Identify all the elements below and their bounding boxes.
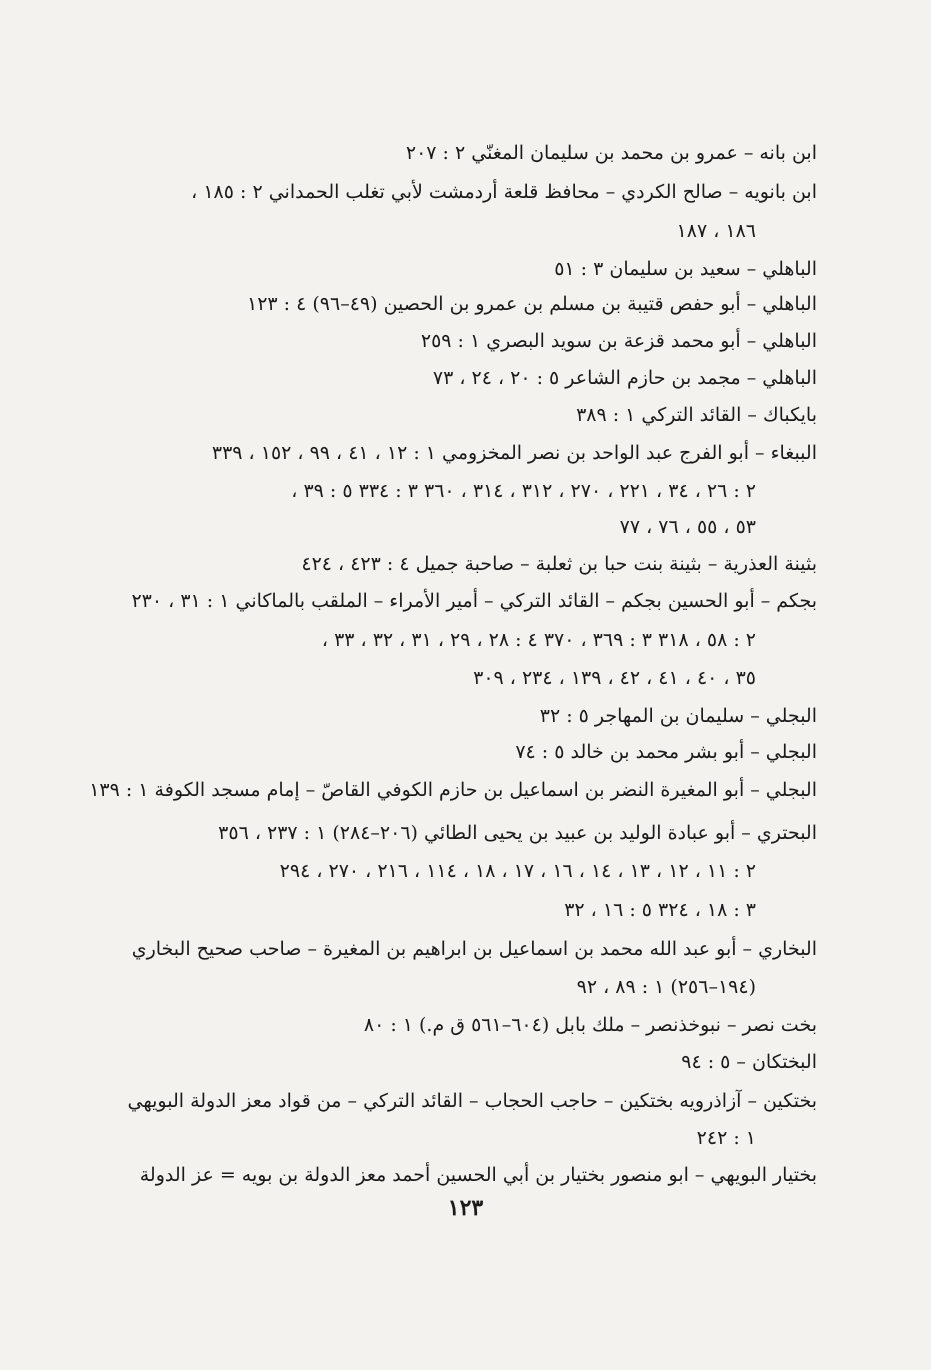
index-line: البجلي – سليمان بن المهاجر ٥ : ٣٢: [539, 705, 817, 727]
index-line: بجكم – أبو الحسين بجكم – القائد التركي – أمير الأمراء – الملقب بالماكاني ١ : ٣١ ، ٢٣٠: [131, 590, 817, 612]
index-line: (١٩٤–٢٥٦) ١ : ٨٩ ، ٩٢: [576, 976, 756, 998]
index-line: ٢ : ١١ ، ١٢ ، ١٣ ، ١٤ ، ١٦ ، ١٧ ، ١٨ ، ١١٤ ، ٢١٦ ، ٢٧٠ ، ٢٩٤: [279, 860, 756, 882]
index-line: بختيار البويهي – ابو منصور بختيار بن أبي الحسين أحمد معز الدولة بن بويه = عز الدولة: [139, 1164, 817, 1186]
index-line: البحتري – أبو عبادة الوليد بن عبيد بن يحيى الطائي (٢٠٦–٢٨٤) ١ : ٢٣٧ ، ٣٥٦: [218, 822, 817, 844]
index-line: ٥٣ ، ٥٥ ، ٧٦ ، ٧٧: [619, 516, 756, 538]
index-line: ٣ : ١٨ ، ٣٢٤ ٥ : ١٦ ، ٣٢: [564, 899, 756, 921]
index-line: بثينة العذرية – بثينة بنت حبا بن ثعلبة – صاحبة جميل ٤ : ٤٢٣ ، ٤٢٤: [301, 553, 817, 575]
index-line: الباهلي – أبو محمد قزعة بن سويد البصري ١ : ٢٥٩: [420, 330, 817, 352]
index-line: ابن بانويه – صالح الكردي – محافظ قلعة أردمشت لأبي تغلب الحمداني ٢ : ١٨٥ ،: [191, 181, 817, 203]
index-line: الباهلي – أبو حفص قتيبة بن مسلم بن عمرو بن الحصين (٤٩–٩٦) ٤ : ١٢٣: [247, 293, 817, 315]
index-line: البختكان – ٥ : ٩٤: [681, 1051, 817, 1073]
index-line: ٢ : ٢٦ ، ٣٤ ، ٢٢١ ، ٢٧٠ ، ٣١٢ ، ٣١٤ ، ٣٦٠ ٣ : ٣٣٤ ٥ : ٣٩ ،: [291, 480, 756, 502]
index-line: ١ : ٢٤٢: [696, 1127, 756, 1149]
index-line: الببغاء – أبو الفرج عبد الواحد بن نصر المخزومي ١ : ١٢ ، ٤١ ، ٩٩ ، ١٥٢ ، ٣٣٩: [211, 442, 817, 464]
index-line: البجلي – أبو بشر محمد بن خالد ٥ : ٧٤: [515, 741, 817, 763]
index-line: ٣٥ ، ٤٠ ، ٤١ ، ٤٢ ، ١٣٩ ، ٢٣٤ ، ٣٠٩: [473, 667, 756, 689]
index-line: بايكباك – القائد التركي ١ : ٣٨٩: [576, 404, 817, 426]
index-line: بخت نصر – نبوخذنصر – ملك بابل (٦٠٤–٥٦١ ق م.) ١ : ٨٠: [363, 1014, 817, 1036]
index-line: البجلي – أبو المغيرة النضر بن اسماعيل بن حازم الكوفي القاصّ – إمام مسجد الكوفة ١ : ١٣٩: [89, 779, 817, 801]
index-line: الباهلي – سعيد بن سليمان ٣ : ٥١: [554, 258, 817, 280]
index-line: ابن بانه – عمرو بن محمد بن سليمان المغنّي ٢ : ٢٠٧: [405, 142, 817, 164]
index-line: بختكين – آزاذرويه بختكين – حاجب الحجاب – القائد التركي – من قواد معز الدولة البويهي: [127, 1090, 817, 1112]
index-line: الباهلي – مجمد بن حازم الشاعر ٥ : ٢٠ ، ٢٤ ، ٧٣: [432, 367, 817, 389]
index-line: ١٨٦ ، ١٨٧: [676, 220, 756, 242]
index-line: البخاري – أبو عبد الله محمد بن اسماعيل بن ابراهيم بن المغيرة – صاحب صحيح البخاري: [131, 938, 817, 960]
page-number: ١٢٣: [447, 1195, 484, 1221]
index-line: ٢ : ٥٨ ، ٣١٨ ٣ : ٣٦٩ ، ٣٧٠ ٤ : ٢٨ ، ٢٩ ، ٣١ ، ٣٢ ، ٣٣ ،: [321, 629, 756, 651]
